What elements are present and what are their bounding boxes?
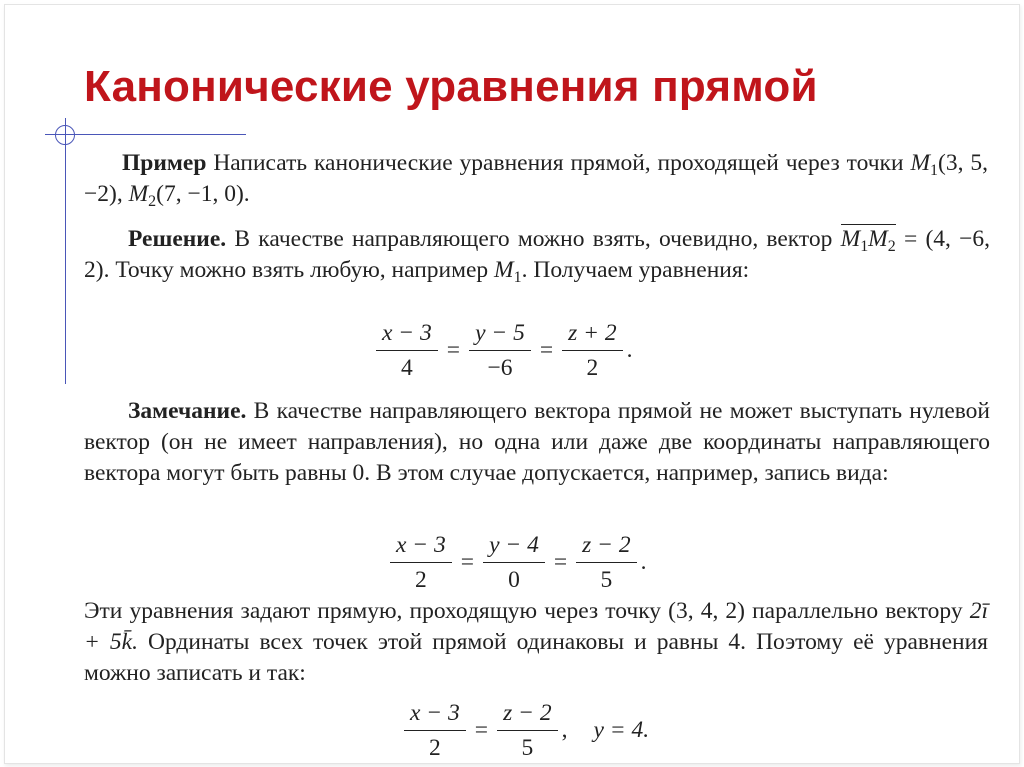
- point-m2-sub: 2: [148, 192, 157, 210]
- solution-paragraph: [84, 224, 990, 286]
- equation-period: .: [640, 549, 647, 575]
- y-equation: y = 4.: [593, 717, 650, 743]
- fraction-x: $\frac{x - 3}{2}$: [404, 698, 466, 763]
- vector-m1m2: $M_1M_2$: [840, 226, 896, 255]
- equation-period: .: [626, 337, 633, 363]
- equation-final: [400, 698, 649, 763]
- slide-title: Канонические уравнения прямой: [84, 62, 818, 111]
- vector-value: = (4, −6, 2).: [84, 226, 991, 283]
- equals-sign: =: [553, 549, 568, 575]
- margin-line: [65, 118, 66, 384]
- fraction-z: $\frac{z + 2}{2}$: [562, 318, 623, 383]
- solution-text-3: . Получаем уравнения:: [521, 257, 750, 283]
- equals-sign: =: [460, 549, 475, 575]
- conclusion-paragraph: [84, 596, 988, 689]
- point-m2-label: M: [128, 181, 149, 207]
- solution-lead: Решение.: [128, 226, 227, 252]
- equation-canonical: [372, 318, 633, 383]
- solution-text-1: В качестве направляющего можно взять, очевидно, вектор: [234, 226, 833, 252]
- point-m1-label: M: [910, 150, 931, 176]
- example-paragraph: [84, 148, 988, 210]
- point-m1-ref: M: [494, 257, 514, 283]
- equation-separator: ,: [561, 717, 568, 743]
- direction-vector: 2ī + 5k̄.: [84, 598, 988, 655]
- example-lead: Пример: [122, 150, 207, 176]
- title-underline: [45, 134, 246, 135]
- fraction-y: $\frac{y - 4}{0}$: [483, 530, 545, 595]
- point-m1-sub: 1: [930, 161, 939, 179]
- fraction-z: $\frac{z - 2}{5}$: [497, 698, 558, 763]
- fraction-y: $\frac{y - 5}{-6}$: [469, 318, 531, 383]
- equals-sign: =: [474, 717, 489, 743]
- conclusion-text-2: Ординаты всех точек этой прямой одинаковы и равны 4. Поэтому её уравнения можно записать и так:: [84, 629, 988, 686]
- solution-text-2: Точку можно взять любую, например: [115, 257, 489, 283]
- remark-text: В качестве направляющего вектора прямой не может выступать нулевой вектор (он не имеет направления), но одна или даже две координаты направляющего вектора могут быть равны 0. В этом случае допускается, например, запись вида:: [84, 398, 991, 486]
- corner-circle-ornament: [55, 125, 75, 145]
- point-m1-coords: (3, 5, −2),: [84, 150, 989, 207]
- point-m2-coords: (7, −1, 0).: [156, 181, 250, 207]
- equals-sign: =: [446, 337, 461, 363]
- equation-zero-direction: [386, 530, 647, 595]
- conclusion-text-1: Эти уравнения задают прямую, проходящую через точку (3, 4, 2) параллельно вектору: [84, 598, 963, 624]
- remark-paragraph: [84, 396, 990, 489]
- fraction-x: $\frac{x - 3}{4}$: [376, 318, 438, 383]
- equals-sign: =: [539, 337, 554, 363]
- fraction-z: $\frac{z - 2}{5}$: [576, 530, 637, 595]
- example-text: Написать канонические уравнения прямой, проходящей через точки: [213, 150, 904, 176]
- fraction-x: $\frac{x - 3}{2}$: [390, 530, 452, 595]
- remark-lead: Замечание.: [128, 398, 247, 424]
- point-m1-ref-sub: 1: [513, 268, 522, 286]
